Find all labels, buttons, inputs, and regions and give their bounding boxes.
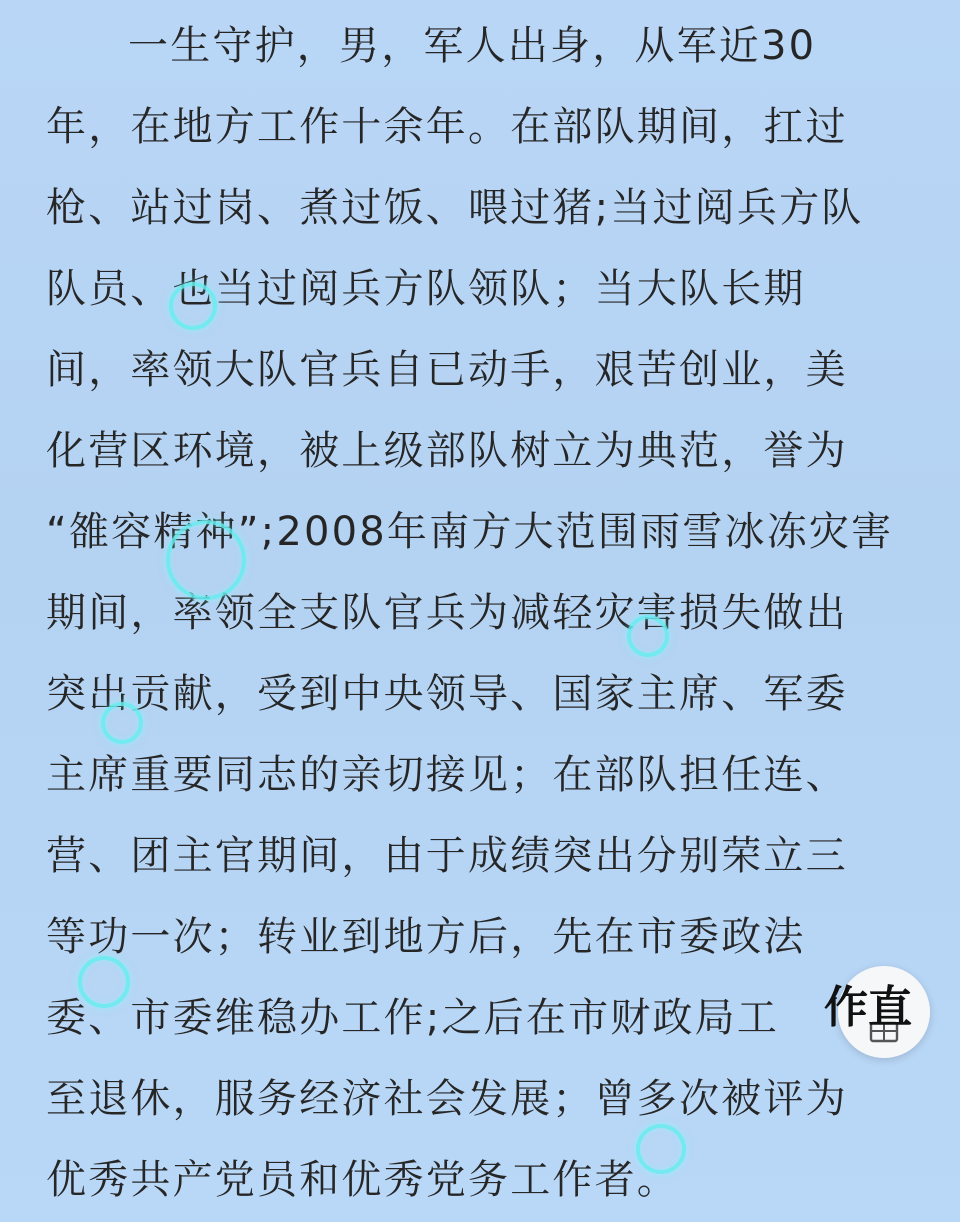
text-line-3: 枪、站过岗、煮过饭、喂过猪;当过阅兵方队 <box>46 185 864 231</box>
touch-indicator-ring <box>636 1124 686 1174</box>
text-line-11: 营、团主官期间，由于成绩突出分别荣立三 <box>46 833 848 879</box>
text-line-13: 委、市委维稳办工作;之后在市财政局工 <box>46 995 780 1041</box>
touch-indicator-ring <box>101 702 143 744</box>
text-line-9: 突出贡献，受到中央领导、国家主席、军委 <box>46 671 848 717</box>
touch-indicator-ring <box>627 615 669 657</box>
text-line-6: 化营区环境，被上级部队树立为典范，誉为 <box>46 428 848 474</box>
touch-indicator-ring <box>169 282 217 330</box>
touch-indicator-ring <box>78 956 130 1008</box>
text-line-8: 期间，率领全支队官兵为减轻灾害损失做出 <box>46 590 848 636</box>
text-line-5: 间，率领大队官兵自已动手，艰苦创业，美 <box>46 347 848 393</box>
text-line-1: 一生守护，男，军人出身，从军近30 <box>128 23 817 69</box>
article-text <box>46 6 926 1221</box>
text-line-7: “雒容精神”;2008年南方大范围雨雪冰冻灾害 <box>46 509 894 555</box>
text-line-2: 年，在地方工作十余年。在部队期间，扛过 <box>46 104 848 150</box>
text-line-15: 优秀共产党员和优秀党务工作者。 <box>46 1157 679 1203</box>
overlay-characters: 作直 <box>824 982 912 1033</box>
text-line-12: 等功一次；转业到地方后，先在市委政法 <box>46 914 806 960</box>
text-line-14: 至退休，服务经济社会发展；曾多次被评为 <box>46 1076 848 1122</box>
text-line-4: 队员、也当过阅兵方队领队；当大队长期 <box>46 266 806 312</box>
text-line-10: 主席重要同志的亲切接见；在部队担任连、 <box>46 752 848 798</box>
touch-indicator-ring <box>166 520 246 600</box>
